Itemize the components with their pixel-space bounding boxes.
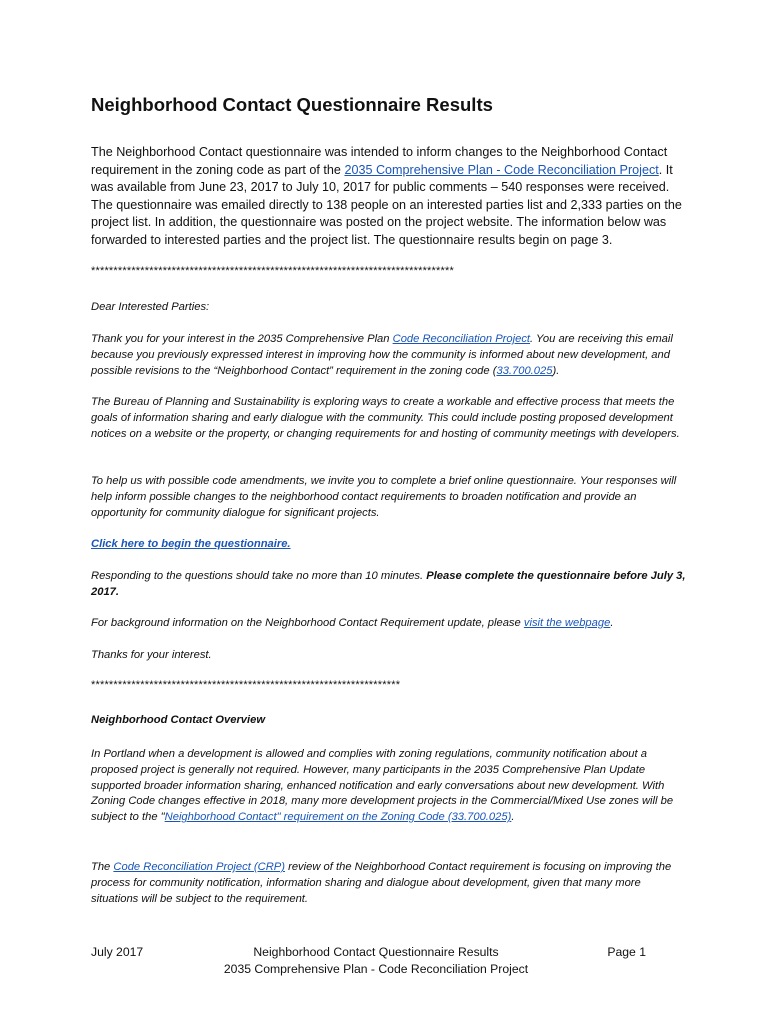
overview-paragraph-2 bbox=[91, 860, 691, 907]
email-p1-text-a: Thank you for your interest in the 2035 Comprehensive Plan bbox=[91, 333, 393, 345]
comp-plan-link[interactable]: 2035 Comprehensive Plan - Code Reconciliation Project bbox=[344, 162, 659, 177]
deadline-text: Please complete the questionnaire before July 3, 2017. bbox=[91, 570, 686, 598]
footer-subtitle: 2035 Comprehensive Plan - Code Reconciliation Project bbox=[223, 962, 529, 976]
email-paragraph-1 bbox=[91, 332, 691, 379]
crp-link[interactable]: Code Reconciliation Project (CRP) bbox=[113, 861, 285, 873]
footer-page-number: Page 1 bbox=[607, 945, 646, 959]
overview-p1-text-b: . bbox=[511, 811, 515, 824]
intro-text-2: . It was available from June 23, 2017 to July 10, 2017 for public comments – 540 responses were received. The questionnaire was emailed directly to 138 people on an interested parties list and 2,333 parties on the project list. In addition, the questionnaire was posted on the project website. The information below was forwarded to interested parties and the project list. The questionnaire results begin on page 3. bbox=[91, 162, 682, 247]
email-thanks: Thanks for your interest. bbox=[91, 649, 212, 661]
email-p4-text: Responding to the questions should take no more than 10 minutes. bbox=[91, 570, 427, 582]
email-p5-text-b: . bbox=[610, 617, 614, 629]
visit-webpage-link[interactable]: visit the webpage bbox=[523, 617, 611, 629]
overview-heading: Neighborhood Contact Overview bbox=[91, 714, 266, 726]
email-paragraph-2: The Bureau of Planning and Sustainability is exploring ways to create a workable and effective process that meets the goals of information sharing and early dialogue with the community. This could include posting proposed development notices on a website or the property, or changing requirements for and hosting of community meetings with developers. bbox=[91, 396, 680, 440]
code-reconciliation-link[interactable]: Code Reconciliation Project bbox=[392, 333, 531, 345]
email-paragraph-4 bbox=[91, 569, 691, 601]
intro-text-1: The Neighborhood Contact questionnaire was intended to inform changes to the Neighborhood Contact requirement in the zoning code as part of the bbox=[91, 145, 668, 177]
questionnaire-link-line bbox=[91, 537, 691, 553]
email-p1-text-b: . You are receiving this email because you previously expressed interest in improving how the community is informed about new development, and possible revisions to the “Neighborhood Contact” requirement in the zoning code ( bbox=[91, 333, 673, 377]
email-greeting: Dear Interested Parties: bbox=[91, 301, 210, 313]
page-title: Neighborhood Contact Questionnaire Results bbox=[91, 94, 493, 115]
separator-long: ********************************************************************************* bbox=[91, 265, 454, 277]
code-section-link[interactable]: 33.700.025 bbox=[496, 364, 553, 377]
begin-questionnaire-link[interactable]: Click here to begin the questionnaire. bbox=[91, 538, 291, 550]
email-p1-text-c: ). bbox=[552, 364, 560, 377]
separator-short: ********************************************************************* bbox=[91, 679, 401, 691]
overview-p2-text-b: review of the Neighborhood Contact requirement is focusing on improving the process for community notification, information sharing and dialogue about development, given that many more situations will be subject to the requirement. bbox=[91, 861, 672, 905]
overview-paragraph-1 bbox=[91, 747, 691, 826]
intro-paragraph bbox=[91, 144, 691, 249]
footer-date: July 2017 bbox=[91, 945, 144, 959]
overview-p2-text-a: The bbox=[91, 861, 114, 873]
email-paragraph-3: To help us with possible code amendments, we invite you to complete a brief online questionnaire. Your responses will help inform possible changes to the neighborhood contact requirements to broaden notification and provide an opportunity for community dialogue for significant projects. bbox=[91, 475, 677, 519]
email-p5-text-a: For background information on the Neighborhood Contact Requirement update, please bbox=[91, 617, 524, 629]
overview-p1-text-a: In Portland when a development is allowed and complies with zoning regulations, community notification about a proposed project is generally not required. However, many participants in the 2035 Comprehensive Plan Update supported broader information sharing, enhanced notification and early conversations about new development. With Zoning Code changes effective in 2018, many more development projects in the Commercial/Mixed Use zones will be subject to the " bbox=[91, 748, 674, 824]
footer-title: Neighborhood Contact Questionnaire Results bbox=[253, 945, 499, 959]
email-paragraph-5 bbox=[91, 616, 691, 632]
neighborhood-contact-requirement-link[interactable]: Neighborhood Contact" requirement on the Zoning Code (33.700.025) bbox=[164, 811, 512, 824]
